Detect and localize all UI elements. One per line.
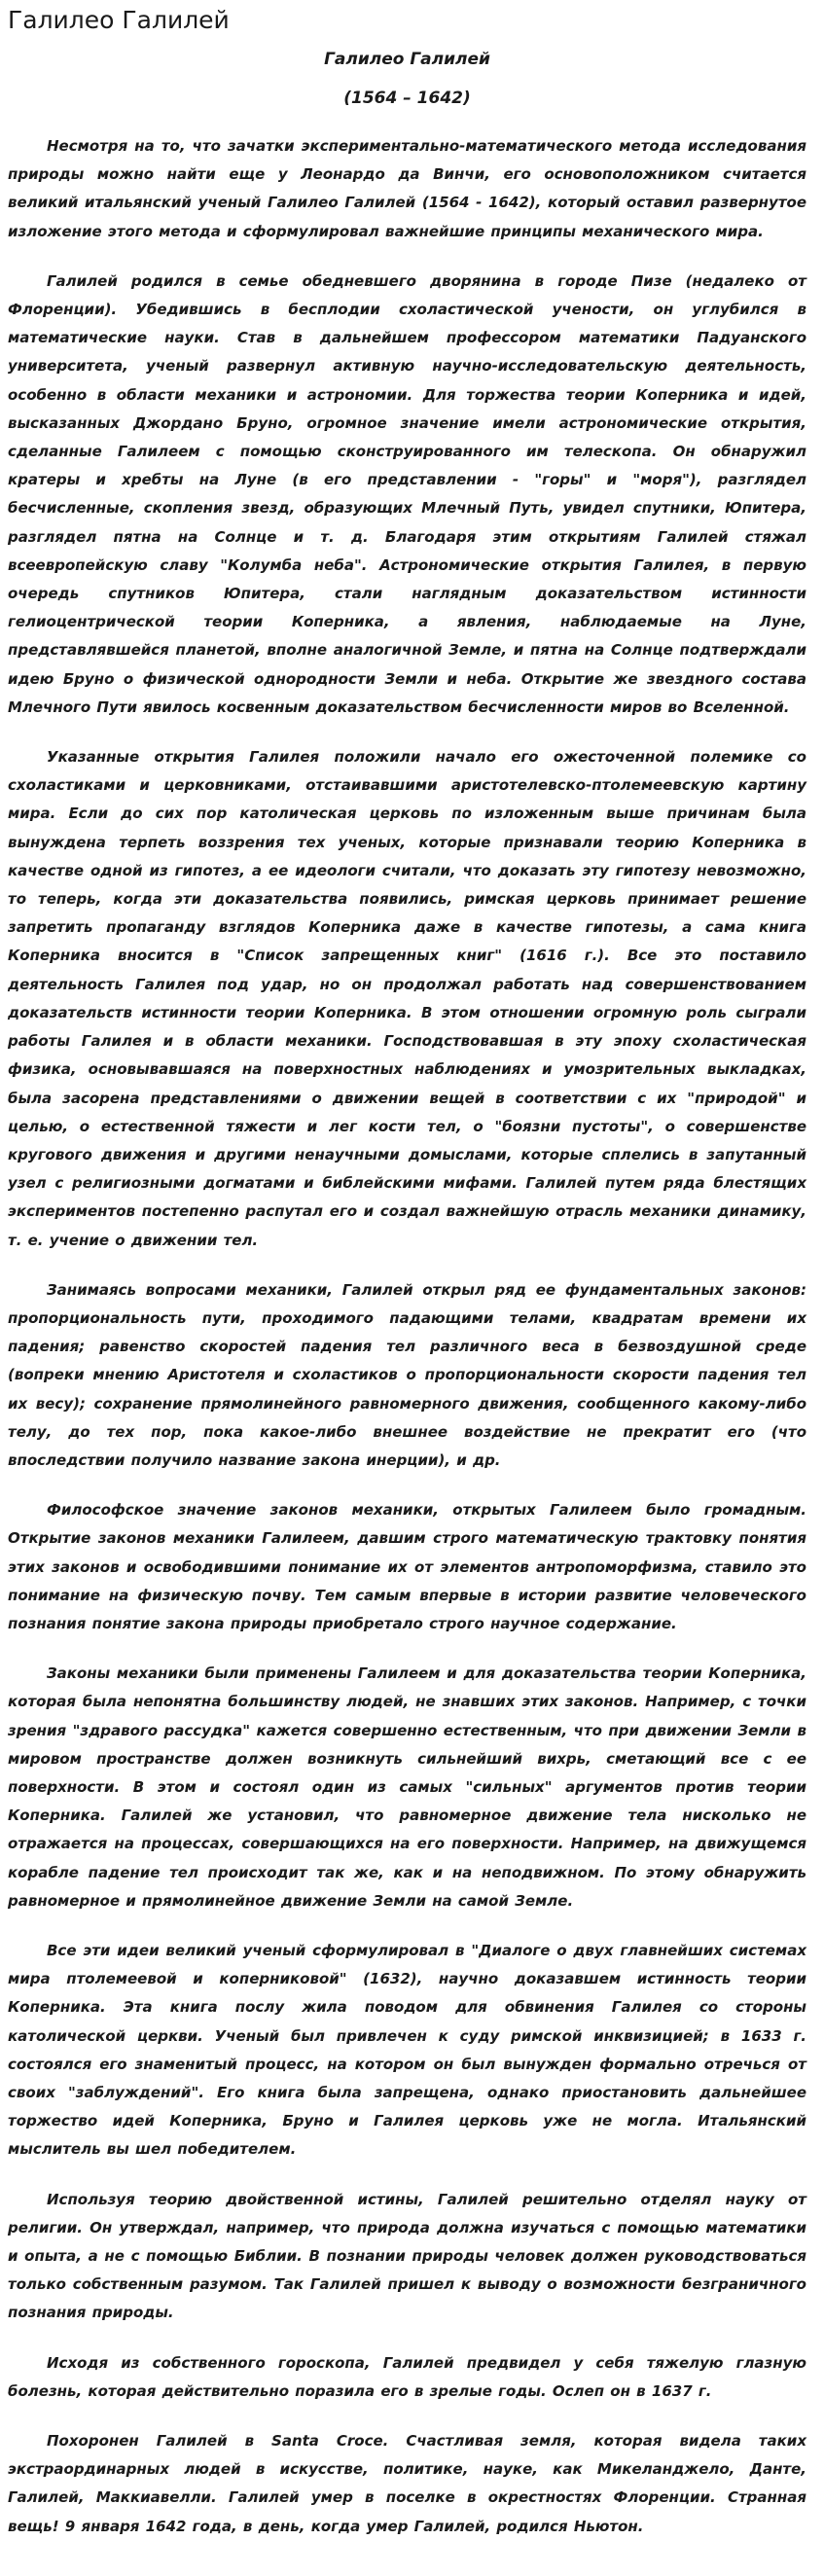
paragraph-copernicus-proof: Законы механики были применены Галилеем и для доказательства теории Коперника, которая была непонятна большинству людей, не знавших этих законов. Например, с точки зрения "здравого рассудка" кажется совершенно естественным, что при движении Земли в мировом пространстве должен возникнуть сильнейший вихрь, сметающий все с ее поверхности. В этом и состоял один из самых "сильных" аргументов против теории Коперника. Галилей же установил, что равномерное движение тела нисколько не отражается на процессах, совершающихся на его поверхности. Например, на движущемся корабле падение тел происходит так же, как и на неподвижном. По этому обнаружить равномерное и прямолинейное движение Земли на самой Земле. <box>8 1664 806 1910</box>
paragraph-horoscope: Исходя из собственного гороскопа, Галилей предвидел у себя тяжелую глазную болезнь, которая действительно поразила его в зрелые годы. Ослеп он в 1637 г. <box>8 2353 806 2400</box>
document-dates: (1564 – 1642) <box>343 89 471 108</box>
paragraph-dialogue: Все эти идеи великий ученый сформулировал в "Диалоге о двух главнейших системах мира птолемеевой и коперниковой" (1632), научно доказавшем истинность теории Коперника. Эта книга послу жила поводом для обвинения Галилея со стороны католической церкви. Ученый был привлечен к суду римской инквизицией; в 1633 г. состоялся его знаменитый процесс, на котором он был вынужден формально отречься от своих "заблуждений". Его книга была запрещена, однако приостановить дальнейшее торжество идей Коперника, Бруно и Галилея церковь уже не могла. Итальянский мыслитель вы шел победителем. <box>8 1941 806 2159</box>
paragraph-burial: Похоронен Галилей в Santa Croce. Счастливая земля, которая видела таких экстраординарных людей в искусстве, политике, науке, как Микеланджело, Данте, Галилей, Маккиавелли. Галилей умер в поселке в окрестностях Флоренции. Странная вещь! 9 января 1642 года, в день, когда умер Галилей, родился Ньютон. <box>8 2432 806 2535</box>
page-title: Галилео Галилей <box>8 6 230 34</box>
document-heading: Галилео Галилей <box>324 50 490 69</box>
paragraph-polemic: Указанные открытия Галилея положили начало его ожесточенной полемике со схоластиками и церковниками, отстаивавшими аристотелевско-птолемеевскую картину мира. Если до сих пор католическая церковь по изложенным выше причинам была вынуждена терпеть воззрения тех ученых, которые признавали теорию Коперника в качестве одной из гипотез, а ее идеологи считали, что доказать эту гипотезу невозможно, то теперь, когда эти доказательства появились, римская церковь принимает решение запретить пропаганду взглядов Коперника даже в качестве гипотезы, а сама книга Коперника вносится в "Список запрещенных книг" (1616 г.). Все это поставило деятельность Галилея под удар, но он продолжал работать над совершенствованием доказательств истинности теории Коперника. В этом отношении огромную роль сыграли работы Галилея и в области механики. Господствовавшая в эту эпоху схоластическая физика, основывавшаяся на поверхностных наблюдениях и умозрительных выкладках, была засорена представлениями о движении вещей в соответствии с их "природой" и целью, о естественной тяжести и лег кости тел, о "боязни пустоты", о совершенстве кругового движения и другими ненаучными домыслами, которые сплелись в запутанный узел с религиозными догматами и библейскими мифами. Галилей путем ряда блестящих экспериментов постепенно распутал его и создал важнейшую отрасль механики динамику, т. е. учение о движении тел. <box>8 748 806 1249</box>
paragraph-philosophy: Философское значение законов механики, открытых Галилеем было громадным. Открытие законов механики Галилеем, давшим строго математическую трактовку понятия этих законов и освободившими понимание их от элементов антропоморфизма, ставило это понимание на физическую почву. Тем самым впервые в истории развитие человеческого познания понятие закона природы приобретало строго научное содержание. <box>8 1501 806 1632</box>
paragraph-dual-truth: Используя теорию двойственной истины, Галилей решительно отделял науку от религии. Он утверждал, например, что природа должна изучаться с помощью математики и опыта, а не с помощью Библии. В познании природы человек должен руководствоваться только собственным разумом. Так Галилей пришел к выводу о возможности безграничного познания природы. <box>8 2190 806 2322</box>
paragraph-laws: Занимаясь вопросами механики, Галилей открыл ряд ее фундаментальных законов: пропорциональность пути, проходимого падающими телами, квадратам времени их падения; равенство скоростей падения тел различного веса в безвоздушной среде (вопреки мнению Аристотеля и схоластиков о пропорциональности скорости падения тел их весу); сохранение прямолинейного равномерного движения, сообщенного какому-либо телу, до тех пор, пока какое-либо внешнее воздействие не прекратит его (что впоследствии получило название закона инерции), и др. <box>8 1280 806 1469</box>
paragraph-biography: Галилей родился в семье обедневшего дворянина в городе Пизе (недалеко от Флоренции). Убедившись в бесплодии схоластической учености, он углубился в математические науки. Став в дальнейшем профессором математики Падуанского университета, ученый развернул активную научно-исследовательскую деятельность, особенно в области механики и астрономии. Для торжества теории Коперника и идей, высказанных Джордано Бруно, огромное значение имели астрономические открытия, сделанные Галилеем с помощью сконструированного им телескопа. Он обнаружил кратеры и хребты на Луне (в его представлении - "горы" и "моря"), разглядел бесчисленные, скопления звезд, образующих Млечный Путь, увидел спутники, Юпитера, разглядел пятна на Солнце и т. д. Благодаря этим открытиям Галилей стяжал всеевропейскую славу "Колумба неба". Астрономические открытия Галилея, в первую очередь спутников Юпитера, стали наглядным доказательством истинности гелиоцентрической теории Коперника, а явления, наблюдаемые на Луне, представлявшейся планетой, вполне аналогичной Земле, и пятна на Солнце подтверждали идею Бруно о физической однородности Земли и неба. Открытие же звездного состава Млечного Пути явилось косвенным доказательством бесчисленности миров во Вселенной. <box>8 271 806 716</box>
paragraph-intro: Несмотря на то, что зачатки экспериментально-математического метода исследования природы можно найти еще у Леонардо да Винчи, его основоположником считается великий итальянский ученый Галилео Галилей (1564 - 1642), который оставил развернутое изложение этого метода и сформулировал важнейшие принципы механического мира. <box>8 137 806 240</box>
